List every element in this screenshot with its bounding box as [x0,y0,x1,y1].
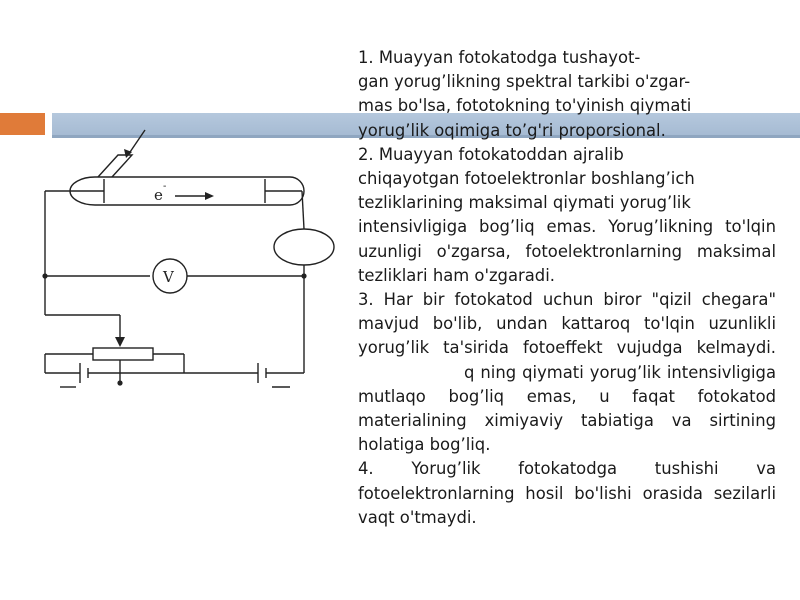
paragraph-4 [358,457,776,530]
p1-line-3: mas bo'lsa, fototokning to'yinish qiymati [358,96,692,116]
paragraph-3 [358,288,776,457]
light-arrow [128,130,145,155]
paragraph-2 [358,143,776,288]
p2-line-2: chiqayotgan fotoelektronlar boshlang’ich [358,169,695,189]
voltmeter-label: V [163,268,174,286]
p2-line-1: 2. Muayyan fotokatoddan ajralib [358,144,624,164]
p1-line-2: gan yorug’likning spektral tarkibi o'zgar- [358,72,691,92]
p2-rest: intensivligiga bog’liq emas. Yorug’likning to'lqin uzunligi o'zgarsa, fotoelektronlarning maksimal tezliklari ham o'zgaradi. [358,217,776,285]
electron-arrowhead [205,192,214,200]
text-block [358,46,776,530]
rheostat [93,348,153,360]
p2-line-3: tezliklarining maksimal qiymati yorug’lik [358,193,691,213]
p3-part-b: q ning qiymati yorug’lik intensivligiga mutlaqo bog’liq emas, u faqat fotokatod materialining ximiyaviy tabiatiga va sirtining holatiga bog’liq. [358,362,776,455]
p3-part-a: 3. Har bir fotokatod uchun biror "qizil chegara" mavjud bo'lib, undan kattaroq to'lqin uzunlikli yorug’lik ta'sirida fotoeffekt vujudga kelmaydi. [358,290,776,358]
paragraph-1 [358,46,776,143]
electron-charge-sign: - [163,181,167,192]
p1-line-4: yorug’lik oqimiga to’g'ri proporsional. [358,120,666,140]
slider-arrowhead [115,337,125,347]
photocell-circuit-diagram [0,125,345,415]
p4-text: 4. Yorug’lik fotokatodga tushishi va fotoelektronlarning hosil bo'lishi orasida sezilarli vaqt o'tmaydi. [358,459,776,527]
galvanometer [274,229,334,265]
p1-line-1: 1. Muayyan fotokatodga tushayot- [358,48,641,67]
electron-label: e [154,186,163,204]
tube-window [98,155,132,177]
